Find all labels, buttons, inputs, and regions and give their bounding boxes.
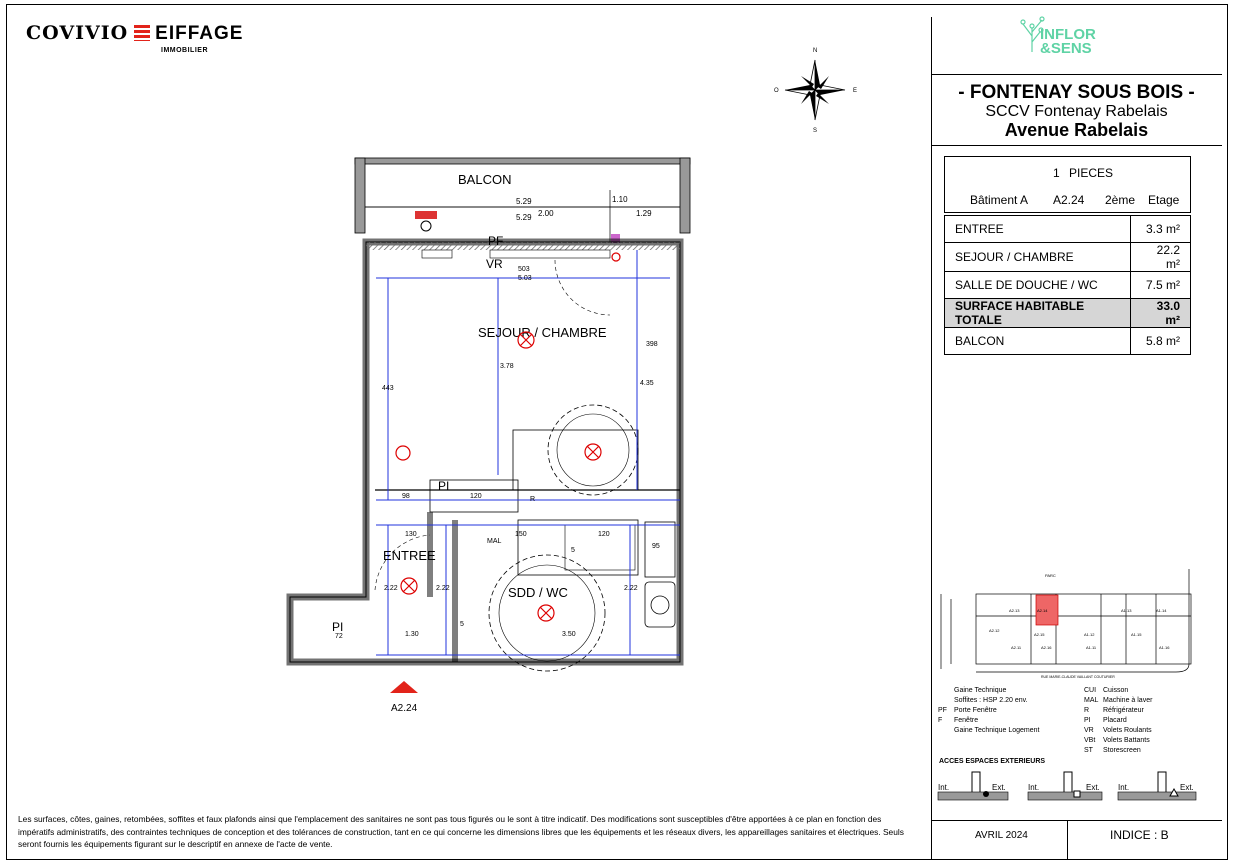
table-row [945, 272, 1191, 299]
site-plan [931, 564, 1221, 684]
surface-name: SEJOUR / CHAMBRE [945, 243, 1131, 272]
site-lot: A2.13 [1009, 608, 1020, 613]
pieces-label: PIECES [1069, 166, 1114, 180]
room-balcon: BALCON [458, 172, 512, 187]
dim-222-c: 2.22 [624, 585, 638, 592]
label-pf: PF [488, 234, 504, 248]
dim-398: 398 [646, 341, 658, 348]
site-street: RUE MARIE-CLAUDE VAILLANT COUTURIER [1041, 675, 1115, 679]
brand-eiffage: EIFFAGE [155, 23, 244, 44]
lot-building: Bâtiment A [970, 193, 1029, 207]
brand-covivio: COVIVIO [26, 22, 129, 44]
footer-index: INDICE : B [1110, 828, 1169, 842]
legend-item: PF Porte Fenêtre [938, 707, 997, 714]
logo-line-2: &SENS [1040, 40, 1092, 57]
label-pi-1: PI [438, 479, 450, 493]
surface-name: SURFACE HABITABLE TOTALE [945, 299, 1131, 328]
surface-value: 3.3 m² [1130, 216, 1190, 243]
compass-o: O [774, 88, 779, 94]
access-ext-3: Ext. [1180, 783, 1194, 792]
site-lot: A2.11 [1011, 645, 1022, 650]
access-diagram [936, 768, 1216, 804]
access-int-1: Int. [938, 783, 950, 792]
eiffage-logo-icon [134, 25, 150, 41]
surface-name: SALLE DE DOUCHE / WC [945, 272, 1131, 299]
dim-200: 2.00 [538, 209, 554, 218]
surface-name: BALCON [945, 328, 1131, 355]
divider [1067, 820, 1068, 860]
lot-number: A2.24 [1053, 193, 1085, 207]
legend-item: VBt Volets Battants [1084, 737, 1150, 744]
access-title: ACCES ESPACES EXTERIEURS [939, 758, 1046, 765]
surface-value: 5.8 m² [1130, 328, 1190, 355]
dim-72: 72 [335, 633, 343, 640]
legend-item: Gaine Technique Logement [954, 727, 1040, 734]
brand-subtitle: IMMOBILIER [161, 47, 208, 54]
disclaimer: Les surfaces, côtes, gaines, retombées, soffites et faux plafonds ainsi que l'emplacement des sanitaires ne sont pas tous figurés ou le sont à titre indicatif. Des modifications sont susceptibles d'être apportées à ce plan en fonction des impératifs administratifs, des contraintes techniques de conception et des tolérances de construction, tant en ce qui concerne les dimensions libres que les équipements et les réseaux divers, les appareillages sanitaires et électriques. Seuls seront fournis les équipements figurant sur le descriptif en annexe de l'acte de vente. [18, 814, 904, 849]
dim-435: 4.35 [640, 380, 654, 387]
dim-5-b: 5 [460, 621, 464, 628]
legend-item: PI Placard [1084, 717, 1127, 724]
project-street: Avenue Rabelais [1004, 120, 1149, 140]
dim-130: 130 [405, 531, 417, 538]
lot-floor: 2ème [1105, 193, 1136, 207]
site-lot: A2.12 [989, 628, 1000, 633]
legend-item: R Réfrigérateur [1084, 707, 1144, 714]
site-lot: A1.15 [1131, 632, 1142, 637]
dim-222-a: 2.22 [384, 585, 398, 592]
divider [931, 74, 1222, 75]
dim-503-a: 503 [518, 266, 530, 273]
dim-5-a: 5 [571, 547, 575, 554]
label-mal: MAL [487, 538, 502, 545]
pieces-count: 1 [1053, 166, 1060, 180]
brand-logo [26, 22, 243, 45]
legend-item: Gaine Technique [954, 687, 1007, 694]
surface-value: 33.0 m² [1130, 299, 1190, 328]
dim-130-b: 1.30 [405, 631, 419, 638]
floor-plan [280, 150, 700, 720]
site-lot: A1.13 [1121, 608, 1132, 613]
dim-529-b: 5.29 [516, 213, 532, 222]
dim-350: 3.50 [562, 631, 576, 638]
dim-529-a: 5.29 [516, 197, 532, 206]
site-lot: A2.16 [1041, 645, 1052, 650]
table-row-total [945, 299, 1191, 328]
surface-value: 22.2 m² [1130, 243, 1190, 272]
compass-e: E [853, 88, 858, 94]
site-lot: A1.12 [1084, 632, 1095, 637]
project-logo [1040, 28, 1096, 56]
site-lot: A2.14 [1037, 608, 1048, 613]
dim-150: 150 [515, 531, 527, 538]
compass-s: S [813, 128, 818, 134]
lot-header [944, 156, 1191, 213]
legend-item: CUI Cuisson [1084, 687, 1129, 694]
dim-98: 98 [402, 493, 410, 500]
dim-443: 443 [382, 385, 394, 392]
site-lot: A2.15 [1034, 632, 1045, 637]
room-sejour: SEJOUR / CHAMBRE [478, 325, 607, 340]
compass-n: N [813, 48, 818, 54]
legend-item: ST Storescreen [1084, 747, 1141, 754]
label-vr: VR [486, 257, 503, 271]
dim-129: 1.29 [636, 209, 652, 218]
legend-item: F Fenêtre [938, 717, 979, 724]
table-row [945, 216, 1191, 243]
legend-left [938, 686, 1040, 736]
dim-120-b: 120 [598, 531, 610, 538]
access-int-2: Int. [1028, 783, 1040, 792]
table-row [945, 243, 1191, 272]
table-row [945, 328, 1191, 355]
dim-95: 95 [652, 543, 660, 550]
access-ext-1: Ext. [992, 783, 1006, 792]
dim-222-b: 2.22 [436, 585, 450, 592]
site-lot: A1.14 [1156, 608, 1167, 613]
lot-marker-arrow-icon [390, 680, 418, 694]
compass-rose-icon [770, 44, 860, 134]
label-pi-2: PI [332, 620, 344, 634]
site-parc: PARC [1045, 573, 1056, 578]
balcony-light-icon [415, 211, 437, 219]
room-entree: ENTREE [383, 548, 436, 563]
legend-item: MAL Machine à laver [1084, 697, 1153, 704]
project-sccv: SCCV Fontenay Rabelais [985, 103, 1168, 120]
legend-right [1084, 686, 1152, 756]
site-lot: A1.11 [1086, 645, 1097, 650]
lot-floor-label: Etage [1148, 193, 1180, 207]
legend-item: VR Volets Roulants [1084, 727, 1152, 734]
surface-name: ENTREE [945, 216, 1131, 243]
surface-value: 7.5 m² [1130, 272, 1190, 299]
dim-120-a: 120 [470, 493, 482, 500]
site-lot: A1.16 [1159, 645, 1170, 650]
label-r: R [530, 496, 536, 503]
lot-marker-label: A2.24 [391, 703, 418, 714]
logo-line-1: INFLOR [1040, 26, 1096, 43]
divider [931, 820, 1222, 821]
access-ext-2: Ext. [1086, 783, 1100, 792]
dim-110: 1.10 [612, 195, 628, 204]
legend-item: Soffites : HSP 2.20 env. [954, 697, 1028, 704]
footer-date: AVRIL 2024 [975, 830, 1028, 841]
divider [931, 145, 1222, 146]
dim-503-b: 5.03 [518, 275, 532, 282]
access-int-3: Int. [1118, 783, 1130, 792]
surface-table [944, 215, 1191, 355]
wc-icon [645, 582, 675, 627]
project-city: - FONTENAY SOUS BOIS - [958, 82, 1195, 103]
dim-378: 3.78 [500, 363, 514, 370]
room-sdd: SDD / WC [508, 585, 568, 600]
